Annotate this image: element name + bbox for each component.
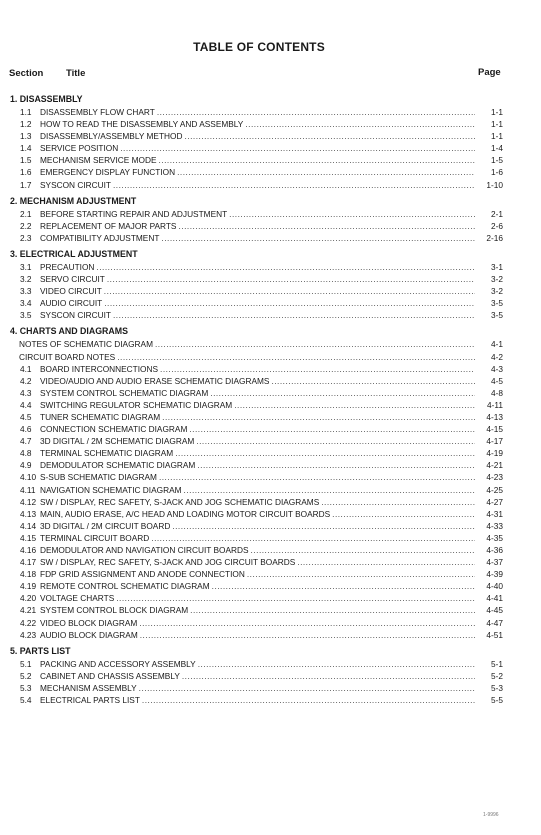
entry-page: 4-13 — [486, 411, 503, 422]
section-heading: 1. DISASSEMBLY — [10, 94, 83, 104]
toc-entry — [0, 670, 541, 682]
entry-number: 4.15 — [20, 532, 37, 543]
entry-page: 3-5 — [491, 298, 503, 309]
dot-leader — [117, 351, 475, 363]
toc-entry — [0, 568, 541, 580]
entry-label: MECHANISM ASSEMBLY — [40, 682, 137, 693]
entry-number: 3.3 — [20, 286, 32, 297]
entry-number: 1.4 — [20, 143, 32, 154]
entry-number: 4.23 — [20, 629, 37, 640]
entry-page: 4-3 — [491, 363, 503, 374]
entry-page: 5-3 — [491, 682, 503, 693]
dot-leader — [120, 142, 475, 154]
entry-label: SWITCHING REGULATOR SCHEMATIC DIAGRAM — [40, 399, 233, 410]
entry-label: TERMINAL CIRCUIT BOARD — [40, 532, 150, 543]
dot-leader — [198, 658, 475, 670]
dot-leader — [151, 532, 475, 544]
entry-number: 1.2 — [20, 119, 32, 130]
entry-page: 4-31 — [486, 508, 503, 519]
entry-label: DEMODULATOR AND NAVIGATION CIRCUIT BOARDS — [40, 545, 249, 555]
entry-number: 4.4 — [20, 399, 32, 410]
entry-label: PRECAUTION — [40, 261, 95, 272]
entry-page: 4-19 — [486, 448, 503, 459]
entry-page: 4-5 — [491, 375, 503, 386]
dot-leader — [160, 363, 475, 375]
entry-page: 4-21 — [486, 460, 503, 471]
entry-number: 4.5 — [20, 411, 32, 422]
entry-page: 4-1 — [491, 339, 503, 350]
entry-page: 3-2 — [491, 274, 503, 285]
entry-page: 1-1 — [491, 107, 503, 117]
entry-page: 4-47 — [486, 617, 503, 628]
toc-entry — [0, 423, 541, 435]
entry-page: 4-2 — [491, 351, 503, 362]
entry-page: 4-11 — [487, 399, 503, 410]
toc-entry — [0, 435, 541, 447]
dot-leader — [234, 399, 475, 411]
toc-entry — [0, 232, 541, 244]
dot-leader — [104, 297, 475, 309]
toc-entry — [0, 617, 541, 629]
entry-number: 1.6 — [20, 167, 32, 178]
toc-entry — [0, 261, 541, 273]
entry-label: VIDEO CIRCUIT — [40, 286, 102, 297]
toc-entry — [0, 273, 541, 285]
entry-number: 1.7 — [20, 179, 32, 190]
entry-number: 4.9 — [20, 460, 32, 471]
entry-page: 4-36 — [486, 545, 503, 555]
toc-entry — [0, 399, 541, 411]
dot-leader — [139, 617, 475, 629]
entry-page: 2-6 — [491, 220, 503, 231]
entry-label: REMOTE CONTROL SCHEMATIC DIAGRAM — [40, 581, 210, 592]
entry-label: TERMINAL SCHEMATIC DIAGRAM — [40, 448, 174, 459]
entry-label: DISASSEMBLY FLOW CHART — [40, 107, 155, 117]
entry-label: AUDIO BLOCK DIAGRAM — [40, 629, 138, 640]
entry-page: 4-41 — [486, 593, 503, 604]
entry-number: 4.16 — [20, 545, 37, 555]
toc-entry — [0, 106, 541, 118]
entry-number: 5.4 — [20, 695, 32, 706]
entry-number: 4.22 — [20, 617, 37, 628]
toc-entry — [0, 629, 541, 641]
entry-label: MECHANISM SERVICE MODE — [40, 155, 157, 166]
dot-leader — [113, 179, 475, 191]
entry-number: 4.21 — [20, 605, 37, 616]
entry-label: PACKING AND ACCESSORY ASSEMBLY — [40, 658, 196, 669]
entry-page: 4-45 — [486, 605, 503, 616]
footer-stamp: 1-9996 — [483, 812, 499, 818]
entry-label: 3D DIGITAL / 2M SCHEMATIC DIAGRAM — [40, 436, 195, 447]
dot-leader — [271, 375, 475, 387]
toc-list — [0, 92, 541, 706]
toc-entry — [0, 387, 541, 399]
entry-number: 3.4 — [20, 298, 32, 309]
toc-entry — [0, 142, 541, 154]
section-heading: 4. CHARTS AND DIAGRAMS — [10, 326, 128, 337]
dot-leader — [172, 520, 475, 532]
entry-label: SYSCON CIRCUIT — [40, 179, 111, 190]
entry-number: 2.2 — [20, 220, 32, 231]
entry-page: 4-40 — [486, 581, 503, 592]
dot-leader — [175, 447, 475, 459]
toc-entry — [0, 130, 541, 142]
page-title: TABLE OF CONTENTS — [193, 40, 325, 54]
entry-label: CABINET AND CHASSIS ASSEMBLY — [40, 670, 180, 681]
entry-page: 4-33 — [486, 520, 503, 531]
entry-label: SW / DISPLAY, REC SAFETY, S-JACK AND JOG CIRCUIT BOARDS — [40, 557, 296, 568]
toc-entry — [0, 297, 541, 309]
toc-entry — [0, 179, 541, 191]
toc-entry — [0, 508, 541, 520]
entry-page: 4-8 — [491, 387, 503, 398]
entry-label: NAVIGATION SCHEMATIC DIAGRAM — [40, 484, 182, 495]
entry-number: 1.1 — [20, 107, 32, 117]
dot-leader — [332, 508, 475, 520]
entry-label: ELECTRICAL PARTS LIST — [40, 695, 140, 706]
entry-page: 3-1 — [491, 261, 503, 272]
toc-entry — [0, 338, 541, 350]
column-header-title: Title — [66, 68, 86, 79]
entry-page: 4-25 — [486, 484, 503, 495]
entry-page: 4-37 — [486, 557, 503, 568]
entry-label: BOARD INTERCONNECTIONS — [40, 363, 159, 374]
toc-entry — [0, 208, 541, 220]
entry-label: CIRCUIT BOARD NOTES — [19, 351, 116, 362]
entry-page: 1-10 — [486, 179, 503, 190]
entry-page: 3-2 — [491, 286, 503, 297]
entry-label: VIDEO BLOCK DIAGRAM — [40, 617, 138, 628]
dot-leader — [159, 471, 475, 483]
entry-number: 5.2 — [20, 670, 32, 681]
entry-label: TUNER SCHEMATIC DIAGRAM — [40, 411, 161, 422]
entry-label: SYSTEM CONTROL BLOCK DIAGRAM — [40, 605, 189, 616]
entry-page: 1-4 — [491, 143, 503, 154]
entry-label: EMERGENCY DISPLAY FUNCTION — [40, 167, 176, 178]
dot-leader — [196, 435, 475, 447]
entry-page: 4-27 — [486, 496, 503, 507]
entry-page: 2-1 — [491, 208, 503, 219]
dot-leader — [177, 166, 475, 178]
entry-label: S-SUB SCHEMATIC DIAGRAM — [40, 472, 157, 483]
entry-number: 4.10 — [20, 472, 37, 483]
entry-number: 4.6 — [20, 424, 32, 435]
toc-entry — [0, 694, 541, 706]
dot-leader — [184, 130, 475, 142]
dot-leader — [197, 459, 475, 471]
toc-entry — [0, 532, 541, 544]
dot-leader — [297, 556, 475, 568]
toc-entry — [0, 309, 541, 321]
dot-leader — [157, 106, 475, 118]
entry-number: 4.19 — [20, 581, 37, 592]
entry-label: SYSCON CIRCUIT — [40, 310, 111, 321]
entry-label: REPLACEMENT OF MAJOR PARTS — [40, 220, 177, 231]
entry-number: 4.13 — [20, 508, 37, 519]
entry-number: 1.3 — [20, 131, 32, 142]
dot-leader — [184, 484, 475, 496]
dot-leader — [251, 544, 475, 556]
entry-number: 5.1 — [20, 658, 32, 669]
entry-number: 4.8 — [20, 448, 32, 459]
entry-label: VOLTAGE CHARTS — [40, 593, 115, 604]
toc-entry — [0, 580, 541, 592]
entry-number: 4.12 — [20, 496, 37, 507]
entry-page: 4-17 — [486, 436, 503, 447]
entry-number: 4.1 — [20, 363, 32, 374]
entry-number: 2.1 — [20, 208, 32, 219]
entry-label: SERVICE POSITION — [40, 143, 119, 154]
entry-label: NOTES OF SCHEMATIC DIAGRAM — [19, 339, 153, 350]
entry-page: 5-1 — [491, 658, 503, 669]
entry-label: FDP GRID ASSIGNMENT AND ANODE CONNECTION — [40, 569, 245, 580]
dot-leader — [158, 154, 475, 166]
toc-entry — [0, 166, 541, 178]
dot-leader — [321, 496, 475, 508]
toc-entry — [0, 363, 541, 375]
dot-leader — [162, 411, 475, 423]
entry-label: BEFORE STARTING REPAIR AND ADJUSTMENT — [40, 208, 228, 219]
section-heading: 5. PARTS LIST — [10, 645, 71, 656]
dot-leader — [182, 670, 475, 682]
entry-number: 4.18 — [20, 569, 37, 580]
entry-label: 3D DIGITAL / 2M CIRCUIT BOARD — [40, 520, 171, 531]
entry-page: 4-15 — [486, 424, 503, 435]
entry-number: 4.11 — [20, 484, 36, 495]
entry-page: 2-16 — [486, 232, 503, 243]
dot-leader — [155, 338, 475, 350]
entry-label: HOW TO READ THE DISASSEMBLY AND ASSEMBLY — [40, 119, 244, 130]
entry-page: 4-39 — [486, 569, 503, 580]
toc-entry — [0, 351, 541, 363]
entry-label: SYSTEM CONTROL SCHEMATIC DIAGRAM — [40, 387, 209, 398]
entry-page: 1-5 — [491, 155, 503, 166]
toc-entry — [0, 556, 541, 568]
toc-entry — [0, 471, 541, 483]
entry-page: 1-6 — [491, 167, 503, 178]
dot-leader — [210, 387, 475, 399]
entry-number: 4.17 — [20, 557, 37, 568]
dot-leader — [161, 232, 475, 244]
dot-leader — [245, 118, 475, 130]
toc-entry — [0, 658, 541, 670]
toc-entry — [0, 447, 541, 459]
entry-number: 5.3 — [20, 682, 32, 693]
entry-page: 4-51 — [486, 629, 503, 640]
dot-leader — [107, 273, 475, 285]
entry-label: COMPATIBILITY ADJUSTMENT — [40, 232, 160, 243]
dot-leader — [104, 285, 475, 297]
entry-number: 3.2 — [20, 274, 32, 285]
entry-page: 1-1 — [491, 119, 503, 130]
dot-leader — [142, 694, 475, 706]
entry-label: DISASSEMBLY/ASSEMBLY METHOD — [40, 131, 183, 142]
entry-number: 3.1 — [20, 261, 32, 272]
toc-entry — [0, 496, 541, 508]
entry-label: CONNECTION SCHEMATIC DIAGRAM — [40, 424, 188, 435]
toc-entry — [0, 285, 541, 297]
dot-leader — [190, 604, 475, 616]
dot-leader — [113, 309, 475, 321]
toc-entry — [0, 544, 541, 556]
entry-page: 5-5 — [491, 695, 503, 706]
toc-entry — [0, 375, 541, 387]
dot-leader — [229, 208, 475, 220]
entry-label: SW / DISPLAY, REC SAFETY, S-JACK AND JOG SCHEMATIC DIAGRAMS — [40, 496, 320, 507]
dot-leader — [189, 423, 475, 435]
entry-label: SERVO CIRCUIT — [40, 274, 105, 285]
entry-number: 4.20 — [20, 593, 37, 604]
entry-number: 1.5 — [20, 155, 32, 166]
toc-entry — [0, 604, 541, 616]
entry-page: 1-1 — [491, 131, 503, 142]
entry-number: 4.3 — [20, 387, 32, 398]
toc-entry — [0, 154, 541, 166]
toc-entry — [0, 592, 541, 604]
dot-leader — [116, 592, 475, 604]
dot-leader — [139, 682, 475, 694]
toc-entry — [0, 411, 541, 423]
entry-page: 5-2 — [491, 670, 503, 681]
entry-label: AUDIO CIRCUIT — [40, 298, 103, 309]
entry-number: 4.14 — [20, 520, 37, 531]
dot-leader — [96, 261, 475, 273]
toc-entry — [0, 118, 541, 130]
column-header-section: Section — [9, 68, 44, 79]
dot-leader — [247, 568, 475, 580]
toc-entry — [0, 520, 541, 532]
dot-leader — [178, 220, 475, 232]
entry-page: 4-23 — [486, 472, 503, 483]
toc-entry — [0, 459, 541, 471]
section-heading: 2. MECHANISM ADJUSTMENT — [10, 195, 137, 206]
entry-page: 3-5 — [491, 310, 503, 321]
section-heading: 3. ELECTRICAL ADJUSTMENT — [10, 248, 138, 259]
entry-number: 2.3 — [20, 232, 32, 243]
entry-page: 4-35 — [486, 532, 503, 543]
toc-entry — [0, 484, 541, 496]
entry-number: 4.7 — [20, 436, 32, 447]
entry-number: 4.2 — [20, 375, 32, 386]
entry-label: VIDEO/AUDIO AND AUDIO ERASE SCHEMATIC DIAGRAMS — [40, 375, 270, 386]
entry-label: DEMODULATOR SCHEMATIC DIAGRAM — [40, 460, 196, 471]
dot-leader — [140, 629, 475, 641]
toc-entry — [0, 682, 541, 694]
toc-entry — [0, 220, 541, 232]
column-header-page: Page — [478, 67, 501, 78]
entry-number: 3.5 — [20, 310, 32, 321]
entry-label: MAIN, AUDIO ERASE, A/C HEAD AND LOADING MOTOR CIRCUIT BOARDS — [40, 508, 331, 519]
dot-leader — [212, 580, 475, 592]
